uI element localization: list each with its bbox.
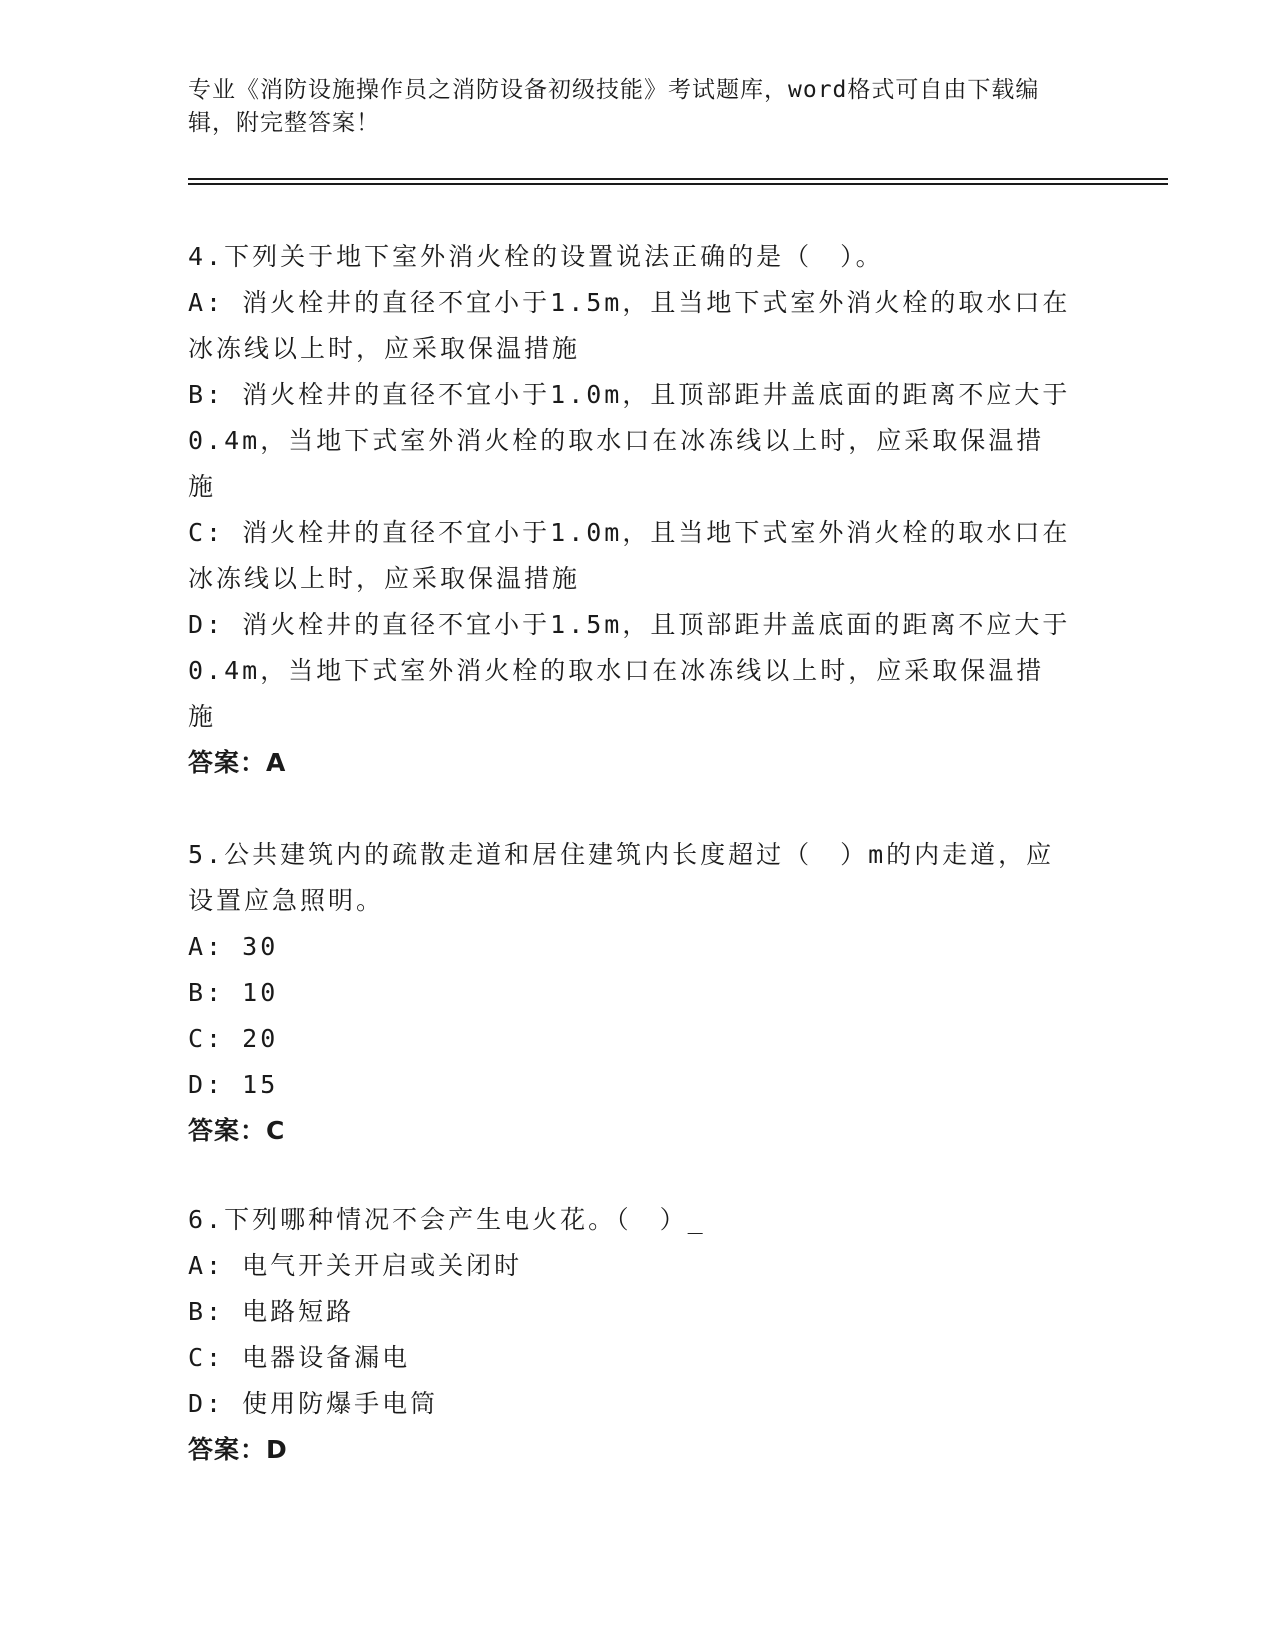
question-stem: 4.下列关于地下室外消火栓的设置说法正确的是（ ）。	[188, 242, 884, 271]
header-line-1: 专业《消防设施操作员之消防设备初级技能》考试题库，word格式可自由下载编	[188, 77, 1040, 103]
document-header	[188, 74, 1088, 140]
answer-label: 答案：C	[188, 1116, 286, 1145]
option-c: C: 电器设备漏电	[188, 1343, 411, 1372]
option-b: B: 电路短路	[188, 1297, 355, 1326]
question-stem-line-2: 设置应急照明。	[188, 886, 385, 915]
option-d-line-3: 施	[188, 702, 217, 731]
header-divider-top	[188, 178, 1168, 180]
option-c-line-1: C: 消火栓井的直径不宜小于1.0m，且当地下式室外消火栓的取水口在	[188, 518, 1071, 547]
question-5	[188, 832, 1088, 1154]
option-a-line-2: 冰冻线以上时，应采取保温措施	[188, 334, 581, 363]
question-6	[188, 1197, 1088, 1473]
header-line-2: 辑，附完整答案！	[188, 110, 380, 136]
header-divider-bottom	[188, 183, 1168, 185]
answer-label: 答案：A	[188, 748, 287, 777]
option-d-line-2: 0.4m，当地下式室外消火栓的取水口在冰冻线以上时，应采取保温措	[188, 656, 1045, 685]
option-d: D: 15	[188, 1070, 279, 1099]
option-a-line-1: A: 消火栓井的直径不宜小于1.5m，且当地下式室外消火栓的取水口在	[188, 288, 1071, 317]
question-4	[188, 234, 1088, 786]
option-b-line-1: B: 消火栓井的直径不宜小于1.0m，且顶部距井盖底面的距离不应大于	[188, 380, 1071, 409]
option-d-line-1: D: 消火栓井的直径不宜小于1.5m，且顶部距井盖底面的距离不应大于	[188, 610, 1071, 639]
question-stem-line-1: 5.公共建筑内的疏散走道和居住建筑内长度超过（ ）m的内走道，应	[188, 840, 1055, 869]
option-a: A: 电气开关开启或关闭时	[188, 1251, 523, 1280]
option-b-line-2: 0.4m，当地下式室外消火栓的取水口在冰冻线以上时，应采取保温措	[188, 426, 1045, 455]
option-d: D: 使用防爆手电筒	[188, 1389, 439, 1418]
question-stem: 6.下列哪种情况不会产生电火花。（ ）_	[188, 1205, 706, 1234]
answer-label: 答案：D	[188, 1435, 288, 1464]
option-c-line-2: 冰冻线以上时，应采取保温措施	[188, 564, 581, 593]
option-c: C: 20	[188, 1024, 279, 1053]
option-a: A: 30	[188, 932, 279, 961]
option-b-line-3: 施	[188, 472, 217, 501]
option-b: B: 10	[188, 978, 279, 1007]
